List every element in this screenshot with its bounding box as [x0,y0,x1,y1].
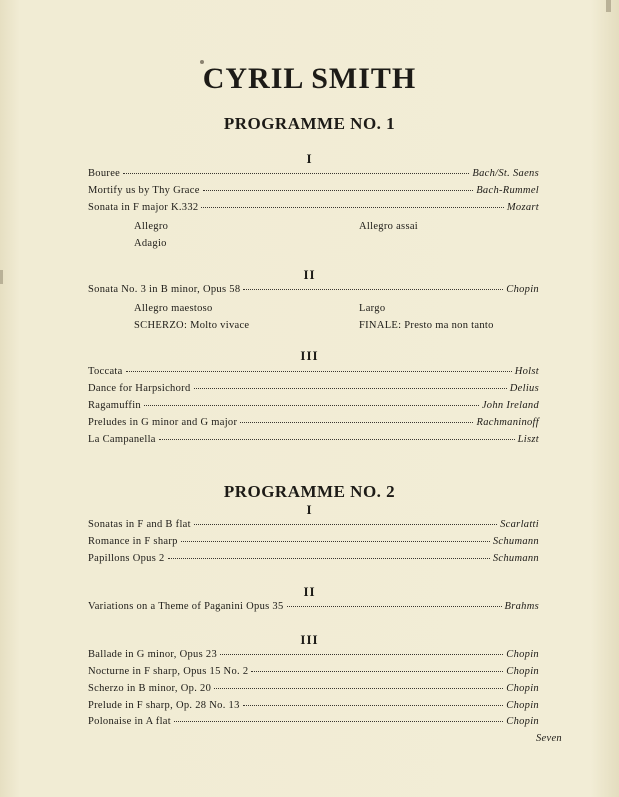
composer-name: Bach-Rummel [476,185,539,196]
programme-entry [88,666,539,682]
programme-entry [88,434,539,450]
programme-entry [88,536,539,552]
composer-name: Chopin [506,716,539,727]
work-title: Romance in F sharp [88,536,178,547]
programme-1-heading: PROGRAMME NO. 1 [223,114,396,133]
dot-leader [168,558,490,559]
section-numeral: II [303,267,316,282]
programme-2-heading: PROGRAMME NO. 2 [223,482,396,501]
page-number: Seven [536,733,562,744]
composer-name: Liszt [517,434,539,445]
programme-entry [88,202,539,218]
section-numeral: I [306,151,313,166]
movement-label: Largo [359,303,386,314]
movement-label: Allegro maestoso [134,303,213,314]
dot-leader [243,705,504,706]
section-numeral: I [306,502,313,517]
composer-name: Chopin [506,284,539,295]
programme-entry [88,284,539,300]
programme-entry [88,519,539,535]
movement-label: Allegro [134,221,169,232]
work-title: Toccata [88,366,123,377]
programme-entry [88,168,539,184]
work-title: Bouree [88,168,121,179]
dot-leader [144,405,479,406]
section-numeral: III [300,632,319,647]
work-title: Scherzo in B minor, Op. 20 [88,683,212,694]
work-title: Prelude in F sharp, Op. 28 No. 13 [88,700,240,711]
section-numeral: II [303,584,316,599]
work-title: Sonata No. 3 in B minor, Opus 58 [88,284,241,295]
composer-name: Chopin [506,700,539,711]
dot-leader [220,654,503,655]
programme-entry [88,716,539,732]
dot-leader [287,606,502,607]
work-title: Nocturne in F sharp, Opus 15 No. 2 [88,666,249,677]
programme-entry [88,649,539,665]
programme-entry [88,553,539,569]
composer-name: Delius [509,383,539,394]
movement-label: FINALE: Presto ma non tanto [359,320,494,331]
composer-name: Rachmaninoff [476,417,539,428]
dot-leader [194,388,507,389]
programme-entry [88,383,539,399]
dot-leader [123,173,469,174]
work-title: Preludes in G minor and G major [88,417,238,428]
composer-name: Chopin [506,649,539,660]
composer-name: Brahms [504,601,539,612]
work-title: Dance for Harpsichord [88,383,191,394]
work-title: Ballade in G minor, Opus 23 [88,649,217,660]
dot-leader [251,671,503,672]
dot-leader [203,190,474,191]
work-title: Papillons Opus 2 [88,553,165,564]
programme-entry [88,185,539,201]
work-title: Mortify us by Thy Grace [88,185,200,196]
programme-entry [88,700,539,716]
composer-name: Chopin [506,683,539,694]
section-numeral: III [300,348,319,363]
paper-edge-mark [606,0,611,12]
programme-entry [88,400,539,416]
programme-entry [88,683,539,699]
dot-leader [240,422,473,423]
work-title: Variations on a Theme of Paganini Opus 35 [88,601,284,612]
movement-label: Adagio [134,238,167,249]
composer-name: Scarlatti [500,519,539,530]
dot-leader [174,721,503,722]
dot-leader [214,688,503,689]
page-title: CYRIL SMITH [202,62,417,95]
dot-leader [181,541,490,542]
dot-leader [126,371,512,372]
movement-label: SCHERZO: Molto vivace [134,320,250,331]
dot-leader [159,439,515,440]
programme-entry [88,417,539,433]
composer-name: Mozart [506,202,539,213]
composer-name: Holst [514,366,539,377]
work-title: Polonaise in A flat [88,716,171,727]
dot-leader [201,207,503,208]
dot-leader [194,524,497,525]
movement-label: Allegro assai [359,221,419,232]
programme-entry [88,366,539,382]
composer-name: John Ireland [481,400,539,411]
composer-name: Chopin [506,666,539,677]
composer-name: Schumann [492,536,539,547]
dot-leader [243,289,503,290]
work-title: Sonatas in F and B flat [88,519,191,530]
work-title: Ragamuffin [88,400,141,411]
programme-entry [88,601,539,617]
work-title: Sonata in F major K.332 [88,202,199,213]
composer-name: Schumann [492,553,539,564]
composer-name: Bach/St. Saens [472,168,539,179]
work-title: La Campanella [88,434,156,445]
